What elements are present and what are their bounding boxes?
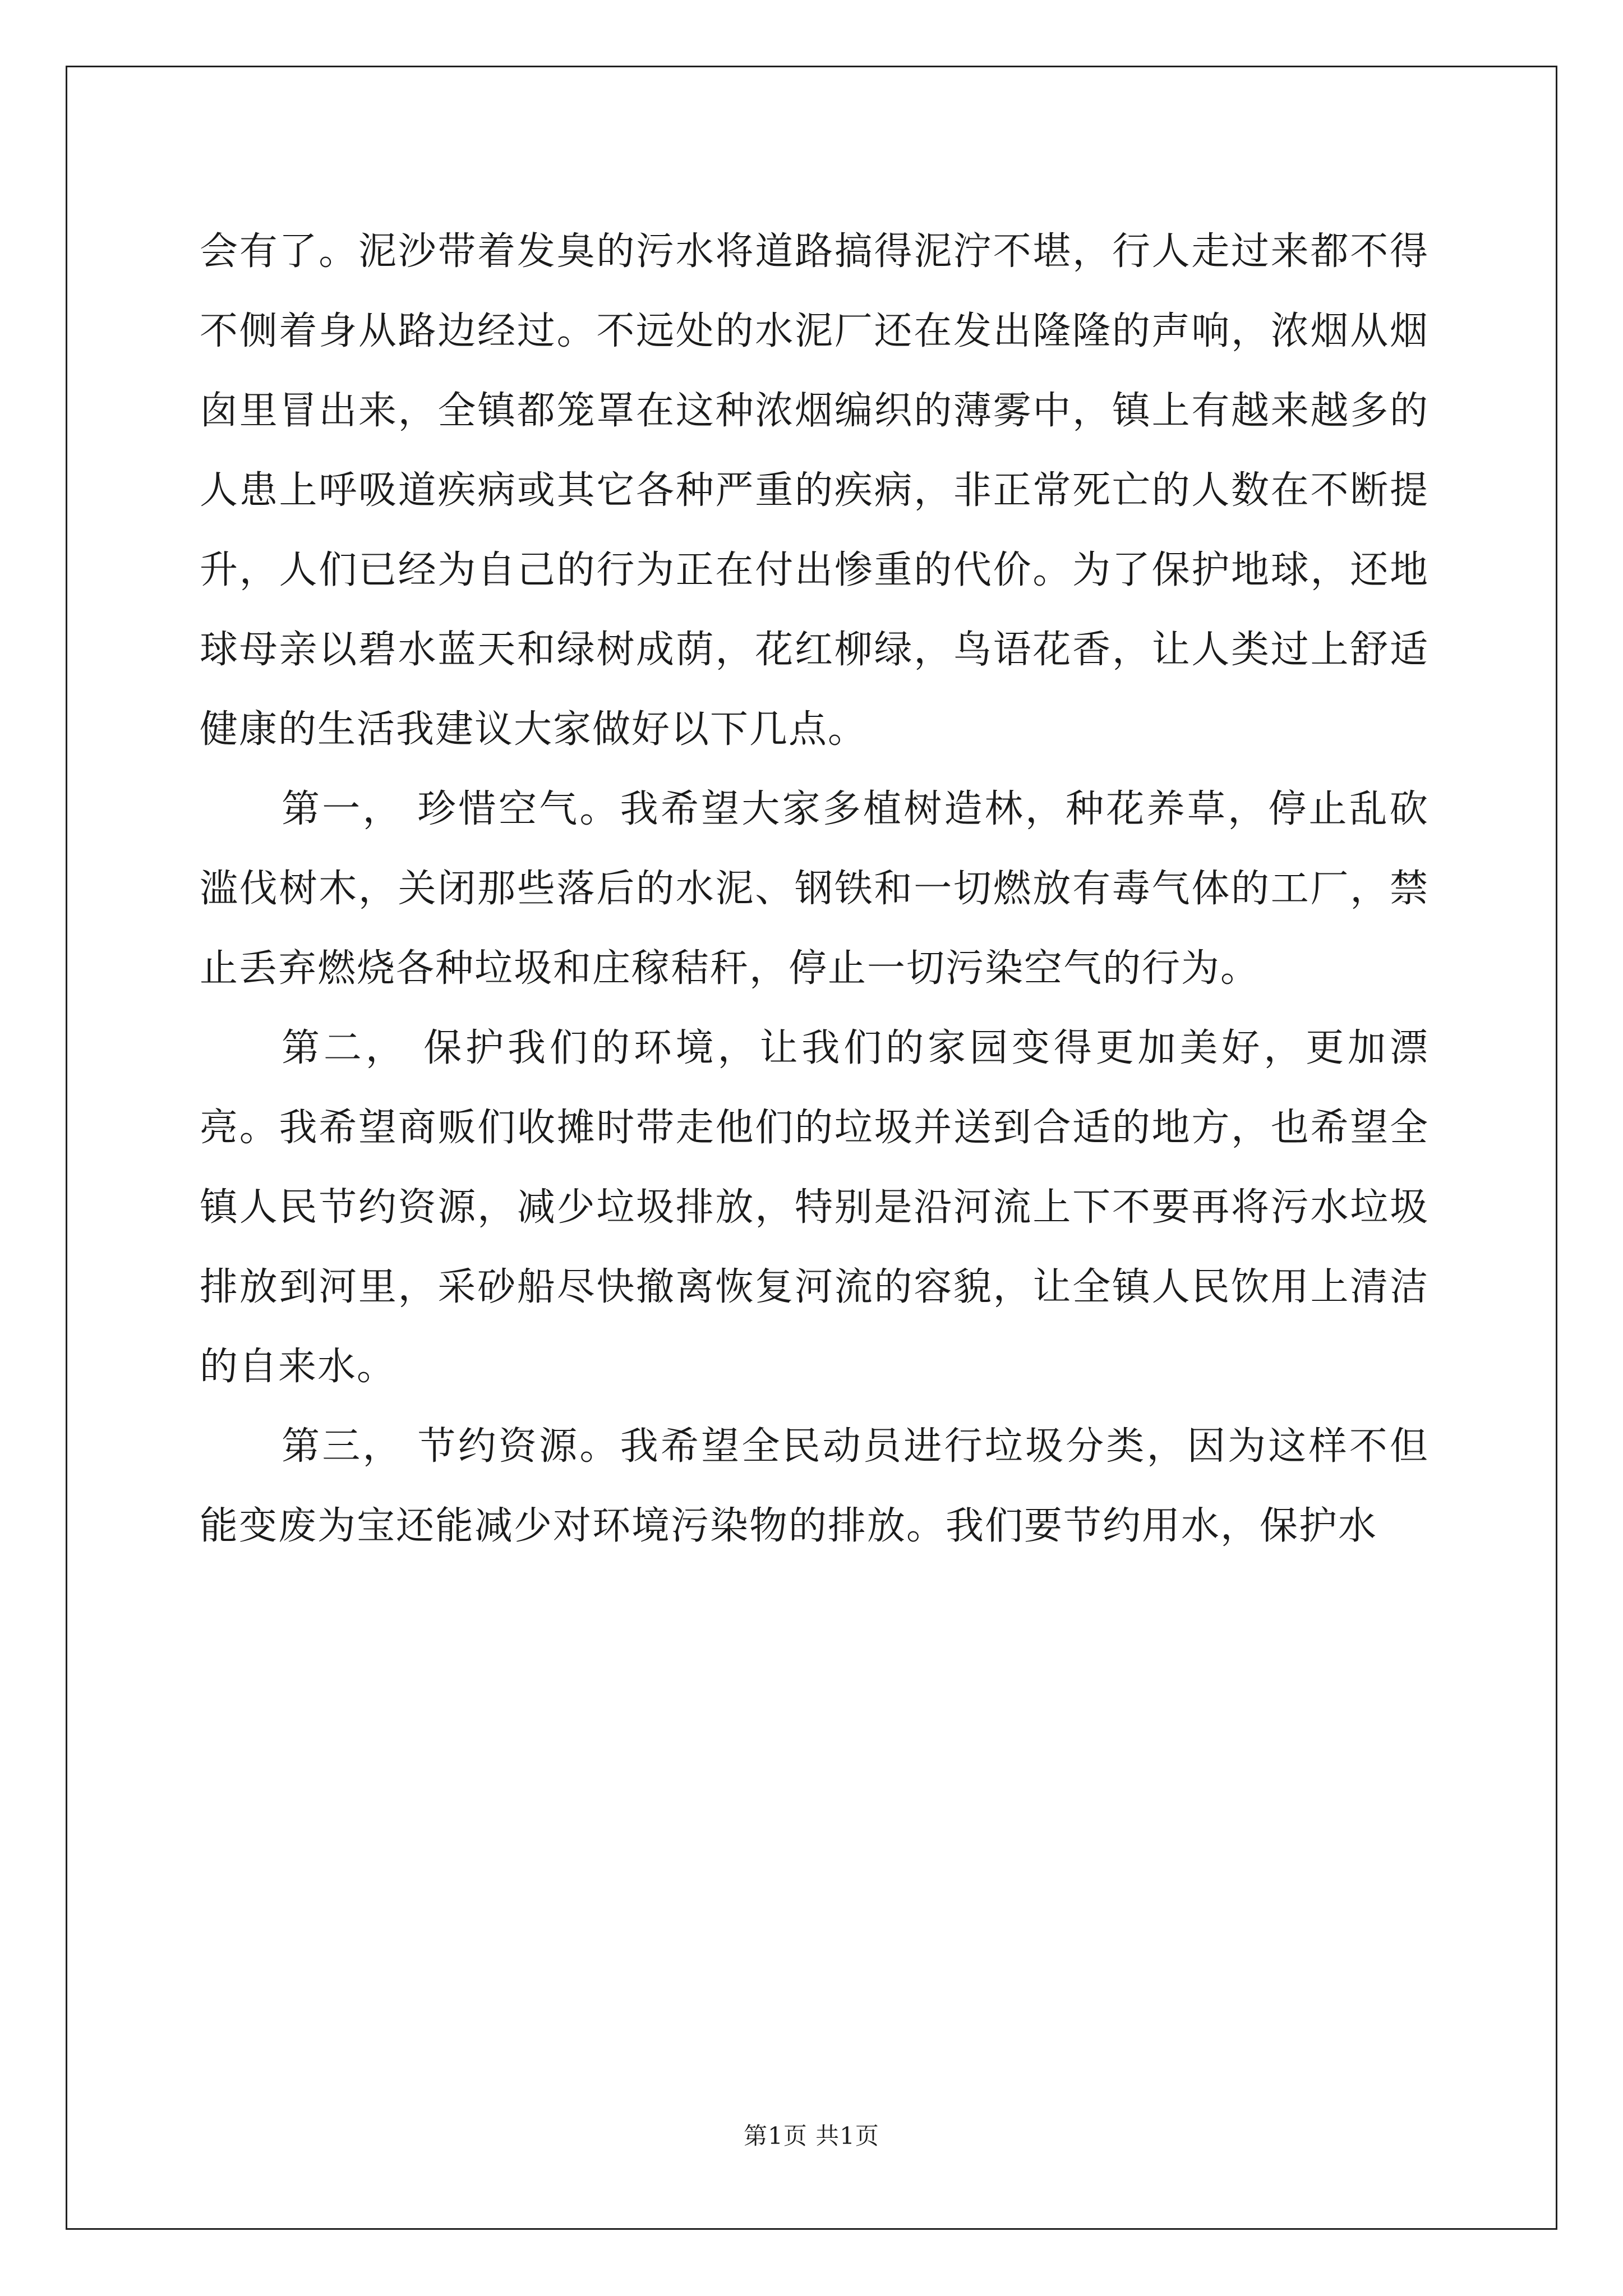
paragraph-1: 会有了。泥沙带着发臭的污水将道路搞得泥泞不堪，行人走过来都不得不侧着身从路边经过。不远处的水泥厂还在发出隆隆的声响，浓烟从烟囱里冒出来，全镇都笼罩在这种浓烟编织的薄雾中，镇上有越来越多的人患上呼吸道疾病或其它各种严重的疾病，非正常死亡的人数在不断提升，人们已经为自己的行为正在付出惨重的代价。为了保护地球，还地球母亲以碧水蓝天和绿树成荫，花红柳绿，鸟语花香，让人类过上舒适健康的生活我建议大家做好以下几点。 (200, 229, 1429, 752)
document-body (200, 212, 1429, 1566)
paragraph-2: 第一， 珍惜空气。我希望大家多植树造林，种花养草，停止乱砍滥伐树木，关闭那些落后的水泥、钢铁和一切燃放有毒气体的工厂，禁止丢弃燃烧各种垃圾和庄稼秸秆，停止一切污染空气的行为。 (200, 787, 1429, 991)
page-number-footer: 第1页 共1页 (744, 2122, 879, 2150)
paragraph-4: 第三， 节约资源。我希望全民动员进行垃圾分类，因为这样不但能变废为宝还能减少对环境污染物的排放。我们要节约用水，保护水 (200, 1424, 1429, 1548)
paragraph-3: 第二， 保护我们的环境，让我们的家园变得更加美好，更加漂亮。我希望商贩们收摊时带走他们的垃圾并送到合适的地方，也希望全镇人民节约资源，减少垃圾排放，特别是沿河流上下不要再将污水垃圾排放到河里，采砂船尽快撤离恢复河流的容貌，让全镇人民饮用上清洁的自来水。 (200, 1026, 1429, 1389)
